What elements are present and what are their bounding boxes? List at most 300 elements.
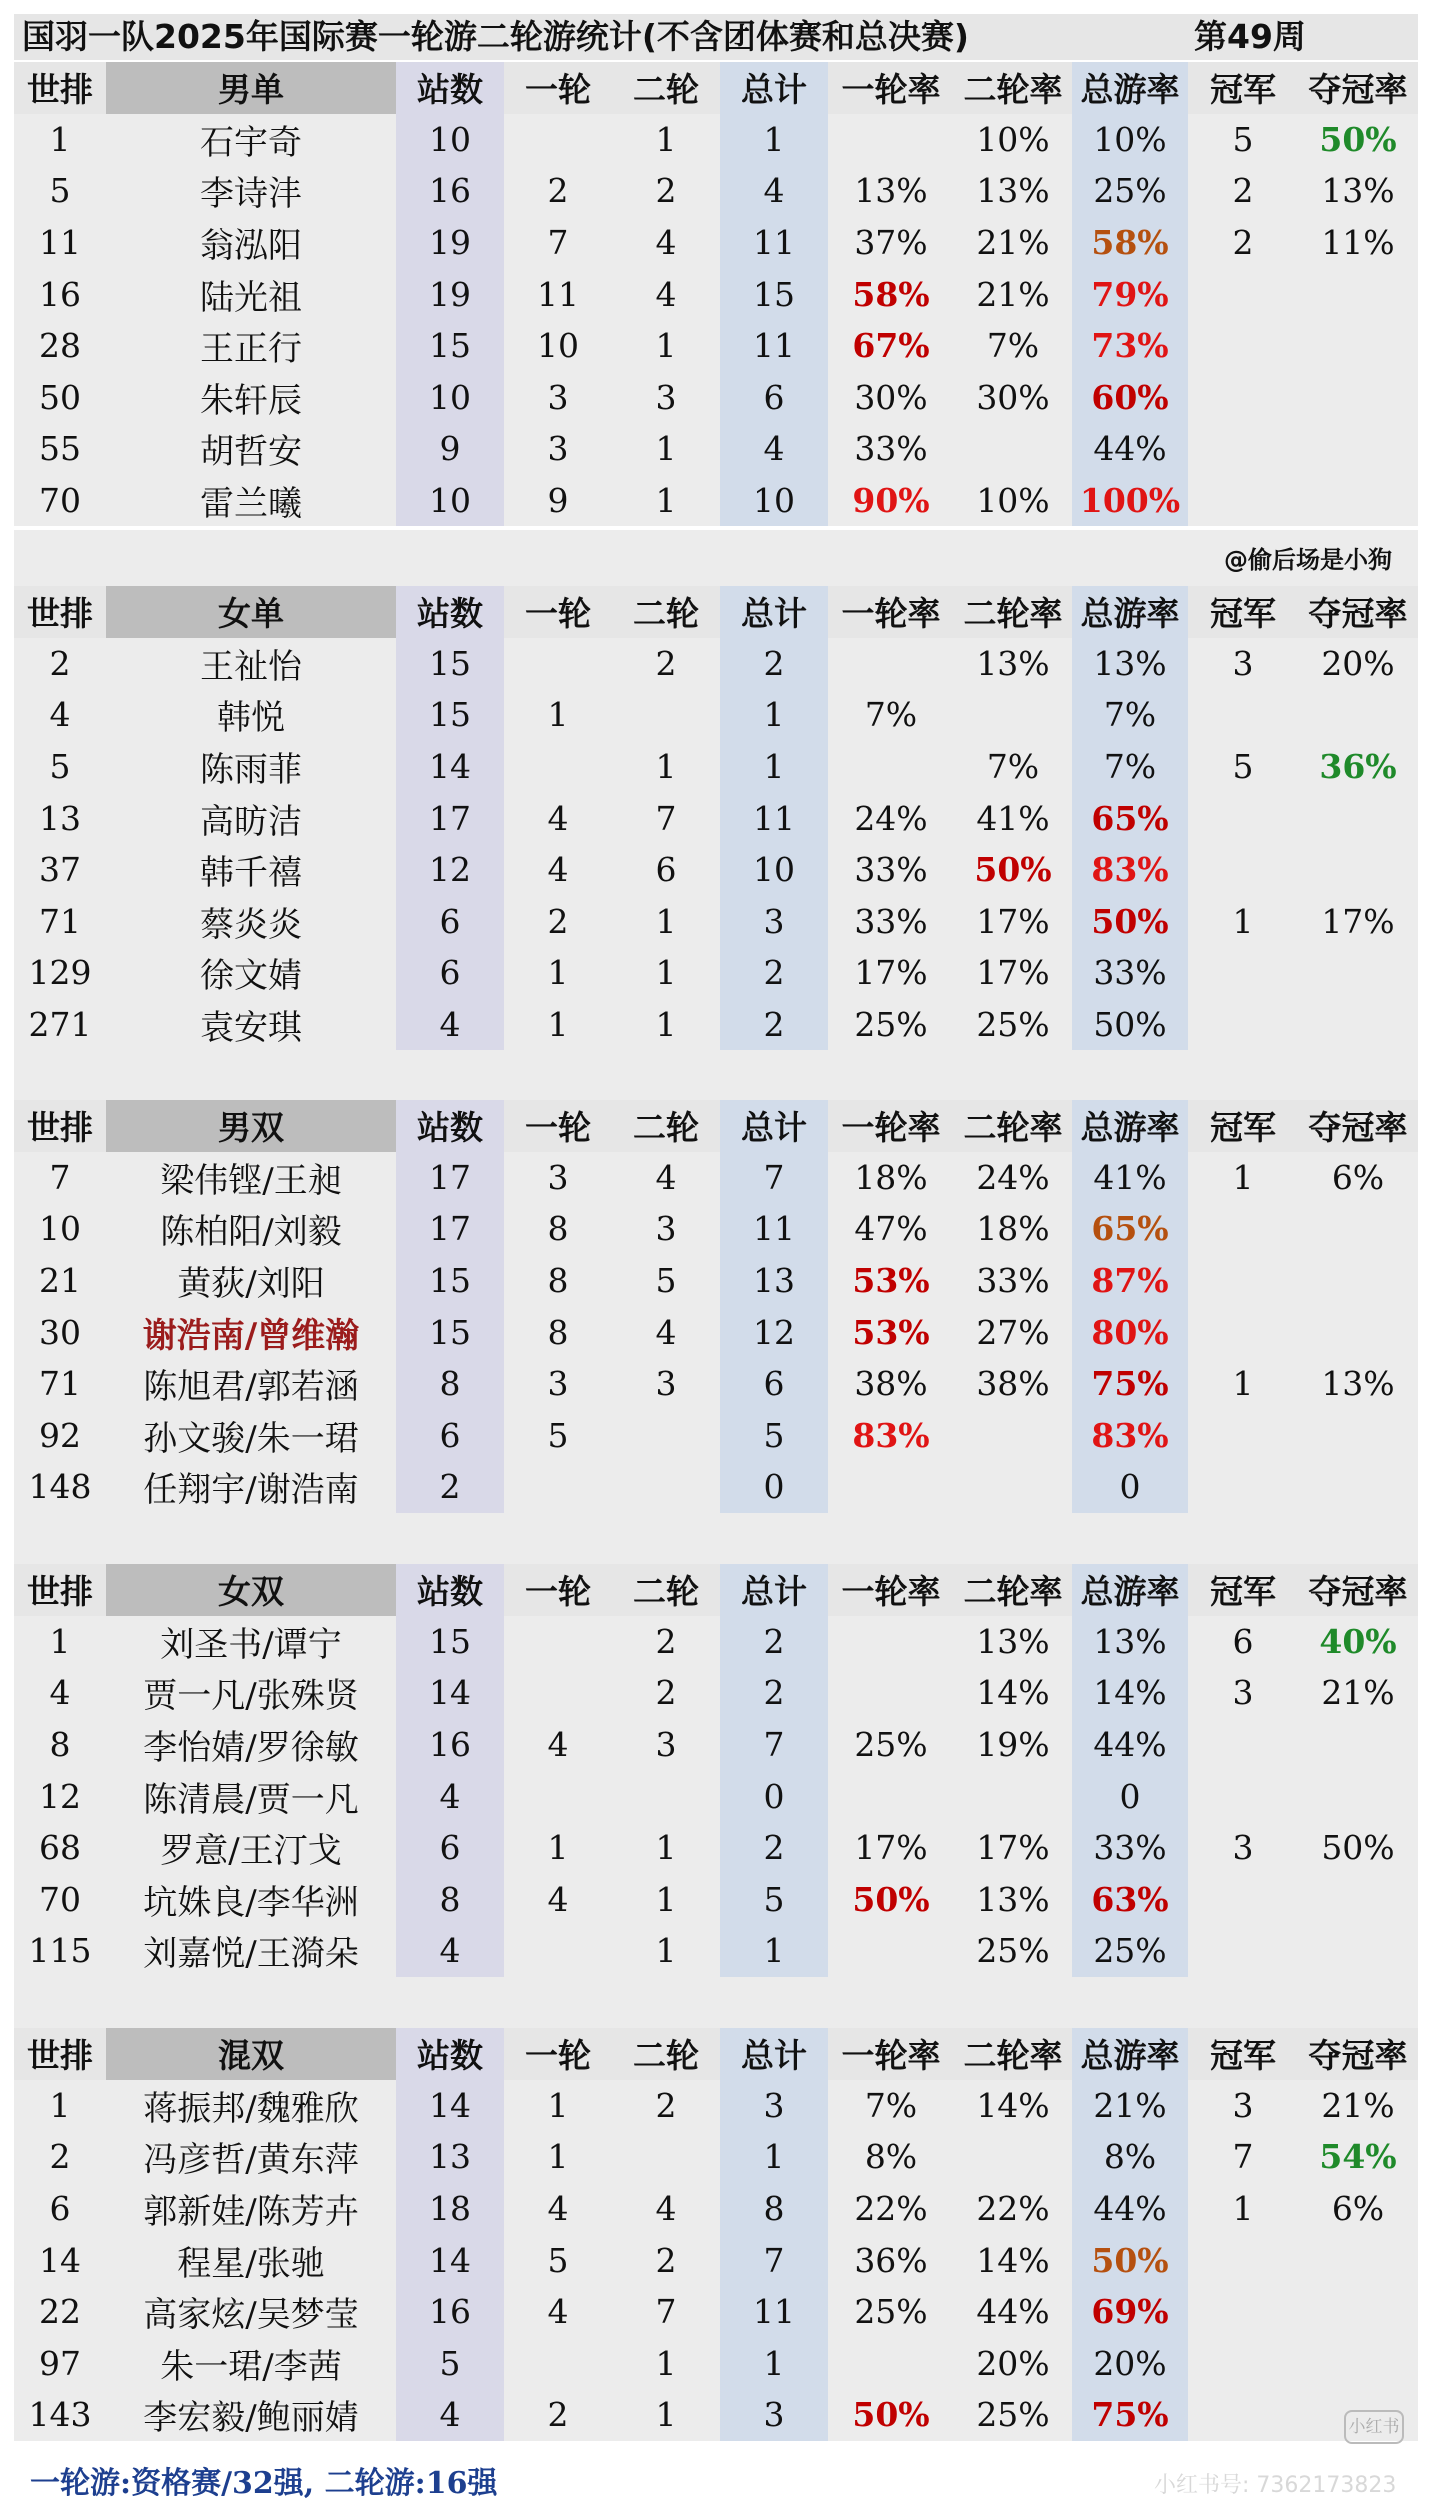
week-label: 第49周 — [1194, 17, 1306, 56]
column-header-round1-rate: 一轮率 — [828, 1564, 954, 1616]
cell-total-rate: 0 — [1072, 1770, 1188, 1822]
column-header-round1: 一轮 — [504, 1564, 612, 1616]
cell-champion-rate: 6% — [1298, 2183, 1418, 2235]
cell-round2-rate: 22% — [954, 2183, 1072, 2235]
column-header-total-rate: 总游率 — [1072, 586, 1188, 638]
table-row — [14, 217, 1418, 269]
cell-total-rate: 65% — [1072, 792, 1188, 844]
cell-name: 孙文骏/朱一珺 — [106, 1410, 396, 1462]
table-row — [14, 2389, 1418, 2441]
cell-round2-rate — [954, 1770, 1072, 1822]
cell-round2: 1 — [612, 2338, 720, 2390]
cell-total: 2 — [720, 947, 828, 999]
cell-round1-rate: 50% — [828, 1874, 954, 1926]
table-row — [14, 2080, 1418, 2132]
cell-champion-rate: 20% — [1298, 638, 1418, 690]
cell-round2: 1 — [612, 423, 720, 475]
column-header-rank: 世排 — [14, 1100, 106, 1152]
cell-round1-rate — [828, 1667, 954, 1719]
cell-name: 梁伟铿/王昶 — [106, 1152, 396, 1204]
cell-total-rate: 21% — [1072, 2080, 1188, 2132]
cell-stations: 6 — [396, 947, 504, 999]
cell-total: 4 — [720, 423, 828, 475]
cell-champions: 1 — [1188, 2183, 1298, 2235]
cell-round2-rate: 14% — [954, 2080, 1072, 2132]
table-row — [14, 1770, 1418, 1822]
cell-rank: 2 — [14, 2131, 106, 2183]
cell-round2-rate — [954, 1461, 1072, 1513]
cell-stations: 17 — [396, 1203, 504, 1255]
column-header-champions: 冠军 — [1188, 1100, 1298, 1152]
cell-name: 李诗沣 — [106, 165, 396, 217]
column-header-champions: 冠军 — [1188, 1564, 1298, 1616]
cell-rank: 148 — [14, 1461, 106, 1513]
cell-rank: 71 — [14, 1358, 106, 1410]
cell-name: 石宇奇 — [106, 114, 396, 166]
cell-champions — [1188, 1203, 1298, 1255]
cell-total: 7 — [720, 1152, 828, 1204]
section-gap — [14, 530, 1418, 586]
cell-total: 10 — [720, 844, 828, 896]
cell-champion-rate — [1298, 1306, 1418, 1358]
table-row — [14, 1306, 1418, 1358]
cell-round2-rate: 20% — [954, 2338, 1072, 2390]
cell-round1 — [504, 1667, 612, 1719]
cell-stations: 13 — [396, 2131, 504, 2183]
cell-round2-rate: 19% — [954, 1719, 1072, 1771]
table-row — [14, 268, 1418, 320]
cell-champions — [1188, 1306, 1298, 1358]
cell-champion-rate: 11% — [1298, 217, 1418, 269]
cell-name: 韩千禧 — [106, 844, 396, 896]
cell-name: 任翔宇/谢浩南 — [106, 1461, 396, 1513]
cell-total-rate: 83% — [1072, 844, 1188, 896]
cell-champion-rate — [1298, 792, 1418, 844]
cell-total-rate: 41% — [1072, 1152, 1188, 1204]
table-row — [14, 2286, 1418, 2338]
column-header-round2: 二轮 — [612, 62, 720, 114]
column-header-total: 总计 — [720, 1564, 828, 1616]
cell-total-rate: 75% — [1072, 1358, 1188, 1410]
category-header: 女双 — [106, 1564, 396, 1616]
cell-round2-rate: 18% — [954, 1203, 1072, 1255]
cell-champion-rate: 17% — [1298, 896, 1418, 948]
cell-round2: 1 — [612, 1874, 720, 1926]
cell-total-rate: 83% — [1072, 1410, 1188, 1462]
cell-rank: 7 — [14, 1152, 106, 1204]
cell-rank: 4 — [14, 689, 106, 741]
cell-total: 6 — [720, 1358, 828, 1410]
cell-champions — [1188, 2286, 1298, 2338]
cell-rank: 21 — [14, 1255, 106, 1307]
cell-stations: 15 — [396, 1306, 504, 1358]
cell-rank: 37 — [14, 844, 106, 896]
section-mixed-doubles — [14, 2028, 1418, 2441]
cell-round1: 11 — [504, 268, 612, 320]
cell-rank: 92 — [14, 1410, 106, 1462]
header-row — [14, 1100, 1418, 1152]
cell-name: 冯彦哲/黄东萍 — [106, 2131, 396, 2183]
page-title: 国羽一队2025年国际赛一轮游二轮游统计(不含团体赛和总决赛) — [22, 17, 970, 56]
cell-total: 6 — [720, 372, 828, 424]
cell-round2-rate: 13% — [954, 165, 1072, 217]
cell-champions: 1 — [1188, 1152, 1298, 1204]
cell-round1-rate: 24% — [828, 792, 954, 844]
cell-round1: 10 — [504, 320, 612, 372]
column-header-round1-rate: 一轮率 — [828, 1100, 954, 1152]
cell-rank: 1 — [14, 2080, 106, 2132]
cell-total: 11 — [720, 217, 828, 269]
cell-round2-rate: 38% — [954, 1358, 1072, 1410]
cell-champion-rate: 13% — [1298, 165, 1418, 217]
table-row — [14, 1925, 1418, 1977]
cell-round1-rate: 53% — [828, 1255, 954, 1307]
cell-rank: 129 — [14, 947, 106, 999]
cell-champion-rate — [1298, 1461, 1418, 1513]
cell-rank: 143 — [14, 2389, 106, 2441]
cell-stations: 10 — [396, 114, 504, 166]
cell-round2: 1 — [612, 475, 720, 527]
cell-round1: 4 — [504, 1874, 612, 1926]
cell-name: 袁安琪 — [106, 999, 396, 1051]
cell-rank: 55 — [14, 423, 106, 475]
cell-round1: 4 — [504, 792, 612, 844]
cell-round2-rate: 17% — [954, 896, 1072, 948]
column-header-champions: 冠军 — [1188, 586, 1298, 638]
cell-total-rate: 8% — [1072, 2131, 1188, 2183]
cell-round2: 1 — [612, 896, 720, 948]
cell-champions — [1188, 320, 1298, 372]
cell-stations: 14 — [396, 1667, 504, 1719]
cell-champions — [1188, 475, 1298, 527]
cell-name: 王正行 — [106, 320, 396, 372]
cell-round1: 5 — [504, 2234, 612, 2286]
cell-stations: 12 — [396, 844, 504, 896]
column-header-round1: 一轮 — [504, 62, 612, 114]
table-row — [14, 2234, 1418, 2286]
cell-round2: 6 — [612, 844, 720, 896]
cell-champions — [1188, 792, 1298, 844]
cell-round1 — [504, 114, 612, 166]
author-credit: @偷后场是小狗 — [1224, 546, 1392, 574]
cell-round1-rate: 90% — [828, 475, 954, 527]
cell-round1 — [504, 741, 612, 793]
table-row — [14, 1616, 1418, 1668]
cell-stations: 5 — [396, 2338, 504, 2390]
cell-rank: 5 — [14, 165, 106, 217]
table-row — [14, 1152, 1418, 1204]
cell-total-rate: 44% — [1072, 1719, 1188, 1771]
cell-total-rate: 33% — [1072, 947, 1188, 999]
cell-champions — [1188, 844, 1298, 896]
column-header-stations: 站数 — [396, 586, 504, 638]
cell-name: 蔡炎炎 — [106, 896, 396, 948]
cell-champion-rate — [1298, 844, 1418, 896]
cell-round1: 1 — [504, 2080, 612, 2132]
cell-champions — [1188, 999, 1298, 1051]
stats-table — [14, 62, 1418, 526]
cell-champions — [1188, 1461, 1298, 1513]
section-mens-singles — [14, 62, 1418, 526]
cell-name: 李宏毅/鲍丽婧 — [106, 2389, 396, 2441]
cell-rank: 5 — [14, 741, 106, 793]
category-header: 男单 — [106, 62, 396, 114]
cell-name: 高家炫/吴梦莹 — [106, 2286, 396, 2338]
cell-round1-rate — [828, 1770, 954, 1822]
cell-total: 7 — [720, 1719, 828, 1771]
column-header-total: 总计 — [720, 62, 828, 114]
cell-champion-rate: 54% — [1298, 2131, 1418, 2183]
cell-stations: 4 — [396, 1925, 504, 1977]
cell-round2: 3 — [612, 372, 720, 424]
cell-name: 雷兰曦 — [106, 475, 396, 527]
cell-total: 1 — [720, 1925, 828, 1977]
cell-champions — [1188, 1925, 1298, 1977]
footnote: 一轮游:资格赛/32强, 二轮游:16强 — [30, 2466, 498, 2501]
column-header-total: 总计 — [720, 1100, 828, 1152]
cell-round1-rate — [828, 1616, 954, 1668]
cell-round1-rate: 38% — [828, 1358, 954, 1410]
cell-rank: 30 — [14, 1306, 106, 1358]
cell-rank: 97 — [14, 2338, 106, 2390]
cell-round2: 1 — [612, 999, 720, 1051]
cell-champions — [1188, 372, 1298, 424]
cell-total-rate: 44% — [1072, 423, 1188, 475]
cell-total: 2 — [720, 1822, 828, 1874]
column-header-round2: 二轮 — [612, 1564, 720, 1616]
cell-round2-rate: 10% — [954, 114, 1072, 166]
cell-round1-rate: 7% — [828, 2080, 954, 2132]
cell-stations: 4 — [396, 1770, 504, 1822]
table-row — [14, 1719, 1418, 1771]
cell-total: 11 — [720, 792, 828, 844]
cell-round2-rate — [954, 2131, 1072, 2183]
cell-stations: 14 — [396, 741, 504, 793]
column-header-round2-rate: 二轮率 — [954, 62, 1072, 114]
cell-round1: 4 — [504, 2286, 612, 2338]
cell-name: 郭新娃/陈芳卉 — [106, 2183, 396, 2235]
table-row — [14, 2338, 1418, 2390]
cell-champion-rate — [1298, 423, 1418, 475]
cell-round2 — [612, 1770, 720, 1822]
cell-champion-rate — [1298, 1874, 1418, 1926]
cell-round2-rate: 25% — [954, 1925, 1072, 1977]
cell-round2-rate: 50% — [954, 844, 1072, 896]
column-header-total-rate: 总游率 — [1072, 2028, 1188, 2080]
cell-round1: 3 — [504, 372, 612, 424]
column-header-total: 总计 — [720, 2028, 828, 2080]
column-header-stations: 站数 — [396, 2028, 504, 2080]
cell-stations: 4 — [396, 999, 504, 1051]
cell-round1-rate: 8% — [828, 2131, 954, 2183]
cell-round2: 2 — [612, 638, 720, 690]
cell-rank: 50 — [14, 372, 106, 424]
cell-round1: 3 — [504, 423, 612, 475]
cell-name: 王祉怡 — [106, 638, 396, 690]
cell-round1-rate: 13% — [828, 165, 954, 217]
column-header-total-rate: 总游率 — [1072, 1100, 1188, 1152]
cell-round1: 1 — [504, 999, 612, 1051]
cell-stations: 4 — [396, 2389, 504, 2441]
cell-total: 2 — [720, 1667, 828, 1719]
cell-round1: 2 — [504, 165, 612, 217]
column-header-round2: 二轮 — [612, 1100, 720, 1152]
cell-total-rate: 79% — [1072, 268, 1188, 320]
stats-table — [14, 586, 1418, 1050]
table-row — [14, 165, 1418, 217]
section-gap — [14, 1048, 1418, 1100]
cell-total-rate: 13% — [1072, 1616, 1188, 1668]
cell-round2-rate: 13% — [954, 1616, 1072, 1668]
cell-round2-rate: 14% — [954, 1667, 1072, 1719]
table-row — [14, 1358, 1418, 1410]
cell-total-rate: 58% — [1072, 217, 1188, 269]
stats-table — [14, 2028, 1418, 2441]
cell-name: 黄荻/刘阳 — [106, 1255, 396, 1307]
column-header-round1: 一轮 — [504, 586, 612, 638]
cell-total: 1 — [720, 741, 828, 793]
cell-total: 5 — [720, 1410, 828, 1462]
column-header-rank: 世排 — [14, 586, 106, 638]
cell-round2-rate: 21% — [954, 268, 1072, 320]
cell-total: 1 — [720, 689, 828, 741]
cell-champion-rate — [1298, 999, 1418, 1051]
cell-stations: 15 — [396, 1255, 504, 1307]
cell-total: 4 — [720, 165, 828, 217]
column-header-stations: 站数 — [396, 1564, 504, 1616]
stats-table — [14, 1564, 1418, 1977]
cell-round1-rate: 58% — [828, 268, 954, 320]
cell-name: 谢浩南/曾维瀚 — [106, 1306, 396, 1358]
cell-total-rate: 0 — [1072, 1461, 1188, 1513]
cell-stations: 17 — [396, 1152, 504, 1204]
cell-stations: 6 — [396, 1822, 504, 1874]
header-row — [14, 586, 1418, 638]
cell-total: 12 — [720, 1306, 828, 1358]
cell-round1-rate: 22% — [828, 2183, 954, 2235]
cell-champion-rate — [1298, 947, 1418, 999]
cell-round2: 1 — [612, 1925, 720, 1977]
cell-champions: 2 — [1188, 165, 1298, 217]
cell-round2-rate — [954, 423, 1072, 475]
cell-champion-rate: 40% — [1298, 1616, 1418, 1668]
cell-rank: 271 — [14, 999, 106, 1051]
cell-round1-rate: 53% — [828, 1306, 954, 1358]
cell-round1: 4 — [504, 2183, 612, 2235]
cell-rank: 13 — [14, 792, 106, 844]
cell-total: 8 — [720, 2183, 828, 2235]
cell-rank: 6 — [14, 2183, 106, 2235]
cell-round1 — [504, 1616, 612, 1668]
cell-round2-rate: 24% — [954, 1152, 1072, 1204]
column-header-round1: 一轮 — [504, 1100, 612, 1152]
cell-total-rate: 63% — [1072, 1874, 1188, 1926]
cell-total-rate: 25% — [1072, 165, 1188, 217]
cell-rank: 10 — [14, 1203, 106, 1255]
cell-champions: 5 — [1188, 114, 1298, 166]
cell-total: 10 — [720, 475, 828, 527]
column-header-round2-rate: 二轮率 — [954, 1564, 1072, 1616]
cell-total-rate: 73% — [1072, 320, 1188, 372]
title-bar — [14, 14, 1418, 60]
cell-name: 朱轩辰 — [106, 372, 396, 424]
column-header-total-rate: 总游率 — [1072, 62, 1188, 114]
cell-round2: 7 — [612, 2286, 720, 2338]
column-header-round1: 一轮 — [504, 2028, 612, 2080]
cell-champions — [1188, 1255, 1298, 1307]
cell-champions — [1188, 689, 1298, 741]
cell-name: 刘嘉悦/王漪朵 — [106, 1925, 396, 1977]
cell-round1: 4 — [504, 844, 612, 896]
column-header-total: 总计 — [720, 586, 828, 638]
column-header-champion-rate: 夺冠率 — [1298, 1100, 1418, 1152]
cell-stations: 15 — [396, 689, 504, 741]
cell-stations: 19 — [396, 217, 504, 269]
cell-champion-rate — [1298, 1719, 1418, 1771]
cell-rank: 71 — [14, 896, 106, 948]
cell-champions: 7 — [1188, 2131, 1298, 2183]
table-row — [14, 1822, 1418, 1874]
cell-rank: 11 — [14, 217, 106, 269]
cell-stations: 14 — [396, 2080, 504, 2132]
cell-total: 11 — [720, 1203, 828, 1255]
cell-champions — [1188, 2234, 1298, 2286]
cell-champion-rate — [1298, 1770, 1418, 1822]
cell-total-rate: 10% — [1072, 114, 1188, 166]
cell-round1-rate: 37% — [828, 217, 954, 269]
cell-round1-rate — [828, 114, 954, 166]
cell-round2: 7 — [612, 792, 720, 844]
section-mens-doubles — [14, 1100, 1418, 1513]
column-header-champion-rate: 夺冠率 — [1298, 62, 1418, 114]
header-row — [14, 1564, 1418, 1616]
cell-round1-rate: 30% — [828, 372, 954, 424]
cell-champion-rate — [1298, 689, 1418, 741]
cell-round2-rate: 25% — [954, 999, 1072, 1051]
table-row — [14, 792, 1418, 844]
cell-round1: 1 — [504, 2131, 612, 2183]
cell-round2: 1 — [612, 947, 720, 999]
table-row — [14, 475, 1418, 527]
cell-rank: 1 — [14, 114, 106, 166]
cell-round2-rate: 17% — [954, 1822, 1072, 1874]
column-header-round2-rate: 二轮率 — [954, 2028, 1072, 2080]
cell-round1-rate: 18% — [828, 1152, 954, 1204]
table-row — [14, 1461, 1418, 1513]
cell-round2: 5 — [612, 1255, 720, 1307]
header-row — [14, 2028, 1418, 2080]
stats-table — [14, 1100, 1418, 1513]
column-header-champions: 冠军 — [1188, 62, 1298, 114]
cell-total-rate: 33% — [1072, 1822, 1188, 1874]
cell-rank: 115 — [14, 1925, 106, 1977]
cell-rank: 1 — [14, 1616, 106, 1668]
cell-round1: 1 — [504, 689, 612, 741]
cell-round1-rate: 17% — [828, 947, 954, 999]
cell-rank: 14 — [14, 2234, 106, 2286]
cell-champions — [1188, 2338, 1298, 2390]
cell-round1-rate — [828, 2338, 954, 2390]
cell-name: 李怡婧/罗徐敏 — [106, 1719, 396, 1771]
cell-round2: 4 — [612, 2183, 720, 2235]
category-header: 混双 — [106, 2028, 396, 2080]
cell-stations: 8 — [396, 1358, 504, 1410]
cell-round1: 5 — [504, 1410, 612, 1462]
cell-round1: 1 — [504, 947, 612, 999]
cell-rank: 4 — [14, 1667, 106, 1719]
cell-round2-rate: 25% — [954, 2389, 1072, 2441]
cell-round2: 1 — [612, 114, 720, 166]
